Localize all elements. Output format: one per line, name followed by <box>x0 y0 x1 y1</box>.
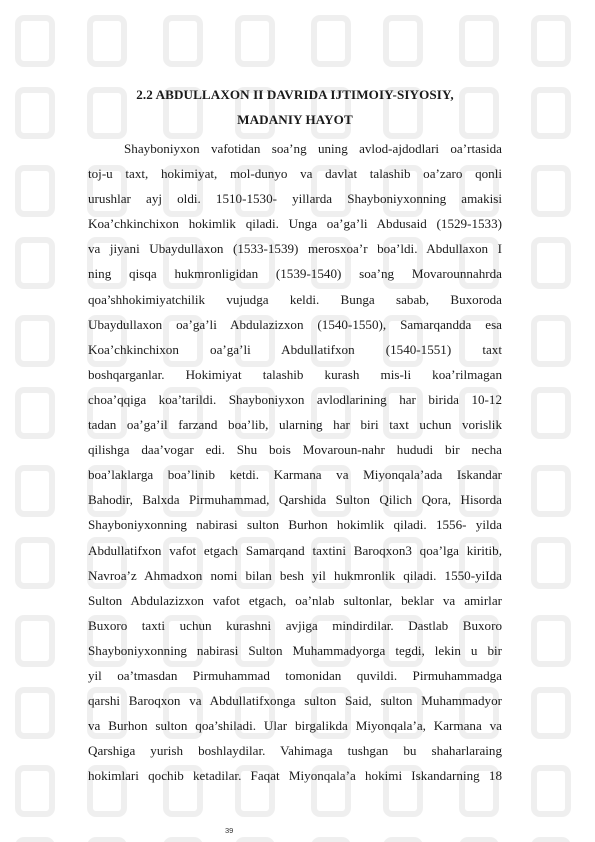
paragraph-line: boshqarganlar. Hokimiyat talashib kurash mis-li koa’rilmagan <box>88 366 502 382</box>
paragraph-line: tadan oa’ga’il farzand boa’lib, ularning har biri taxt uchun vorislik <box>88 417 502 433</box>
paragraph-line: Bahodir, Balxda Pirmuhammad, Qarshida Sulton Qilich Qora, Hisorda <box>88 492 502 508</box>
paragraph-line: urushlar ayj oldi. 1510-1530- yillarda Shayboniyxonning amakisi <box>88 191 502 207</box>
heading-line-1: 2.2 ABDULLAXON II DAVRIDA IJTIMOIY-SIYOSIY, <box>136 87 454 102</box>
paragraph-line: va jiyani Ubaydullaxon (1533-1539) merosxoa’r boa’ldi. Abdullaxon I <box>88 241 502 257</box>
paragraph-line: qarshi Baroqxon va Abdullatifxonga sulton Said, sulton Muhammadyor <box>88 693 502 709</box>
paragraph-line: Qarshiga yurish boshlaydilar. Vahimaga tushgan bu shaharlaraing <box>88 743 502 759</box>
paragraph-line: Shayboniyxonning nabirasi Sulton Muhammadyorga tegdi, lekin u bir <box>88 642 502 658</box>
heading-line-2: MADANIY HAYOT <box>237 112 353 127</box>
paragraph-line: qilishga daa’vogar edi. Shu bois Movaroun-nahr hududi bir necha <box>88 442 502 458</box>
paragraph-line: toj-u taxt, hokimiyat, mol-dunyo va davlat talashib oa’zaro qonli <box>88 166 502 182</box>
paragraph-line: Koa’chkinchixon hokimlik qiladi. Unga oa’ga’li Abdusaid (1529-1533) <box>88 216 502 232</box>
paragraph-line: Abdullatifxon vafot etgach Samarqand taxtini Baroqxon3 qoa’lga kiritib, <box>88 542 502 558</box>
paragraph-line: boa’laklarga boa’linib ketdi. Karmana va Miyonqala’ada Iskandar <box>88 467 502 483</box>
paragraph-line: va Burhon sulton qoa’shiladi. Ular birgalikda Miyonqala’a, Karmana va <box>88 718 502 734</box>
paragraph-line: Ubaydullaxon oa’ga’li Abdulazizxon (1540-1550), Samarqandda esa <box>88 316 502 332</box>
page-number: 39 <box>225 826 234 835</box>
body-paragraph <box>88 136 502 788</box>
paragraph-line: yil oa’tmasdan Pirmuhammad tomonidan quvildi. Pirmuhammadga <box>88 667 502 683</box>
paragraph-line: hokimlari qochib ketadilar. Faqat Miyonqala’a hokimi Iskandarning 18 <box>88 768 502 784</box>
paragraph-line: choa’qqiga koa’tarildi. Shayboniyxon avlodlarining har birida 10-12 <box>88 391 502 407</box>
document-page <box>88 82 502 788</box>
paragraph-line: Shayboniyxonning nabirasi sulton Burhon hokimlik qiladi. 1556- yilda <box>88 517 502 533</box>
paragraph-line: Shayboniyxon vafotidan soa’ng uning avlod-ajdodlari oa’rtasida <box>124 141 502 156</box>
paragraph-line: Sulton Abdulazizxon vafot etgach, oa’nlab sultonlar, beklar va amirlar <box>88 592 502 608</box>
paragraph-line: Koa’chkinchixon oa’ga’li Abdullatifxon (1540-1551) taxt <box>88 341 502 357</box>
paragraph-line: Buxoro taxti uchun kurashni avjiga mindirdilar. Dastlab Buxoro <box>88 617 502 633</box>
paragraph-line: ning qisqa hukmronligidan (1539-1540) soa’ng Movarounnahrda <box>88 266 502 282</box>
paragraph-line: Navroa’z Ahmadxon nomi bilan besh yil hukmronlik qiladi. 1550-yiIda <box>88 567 502 583</box>
section-heading <box>88 82 502 132</box>
paragraph-line: qoa’shhokimiyatchilik vujudga keldi. Bunga sabab, Buxoroda <box>88 291 502 307</box>
